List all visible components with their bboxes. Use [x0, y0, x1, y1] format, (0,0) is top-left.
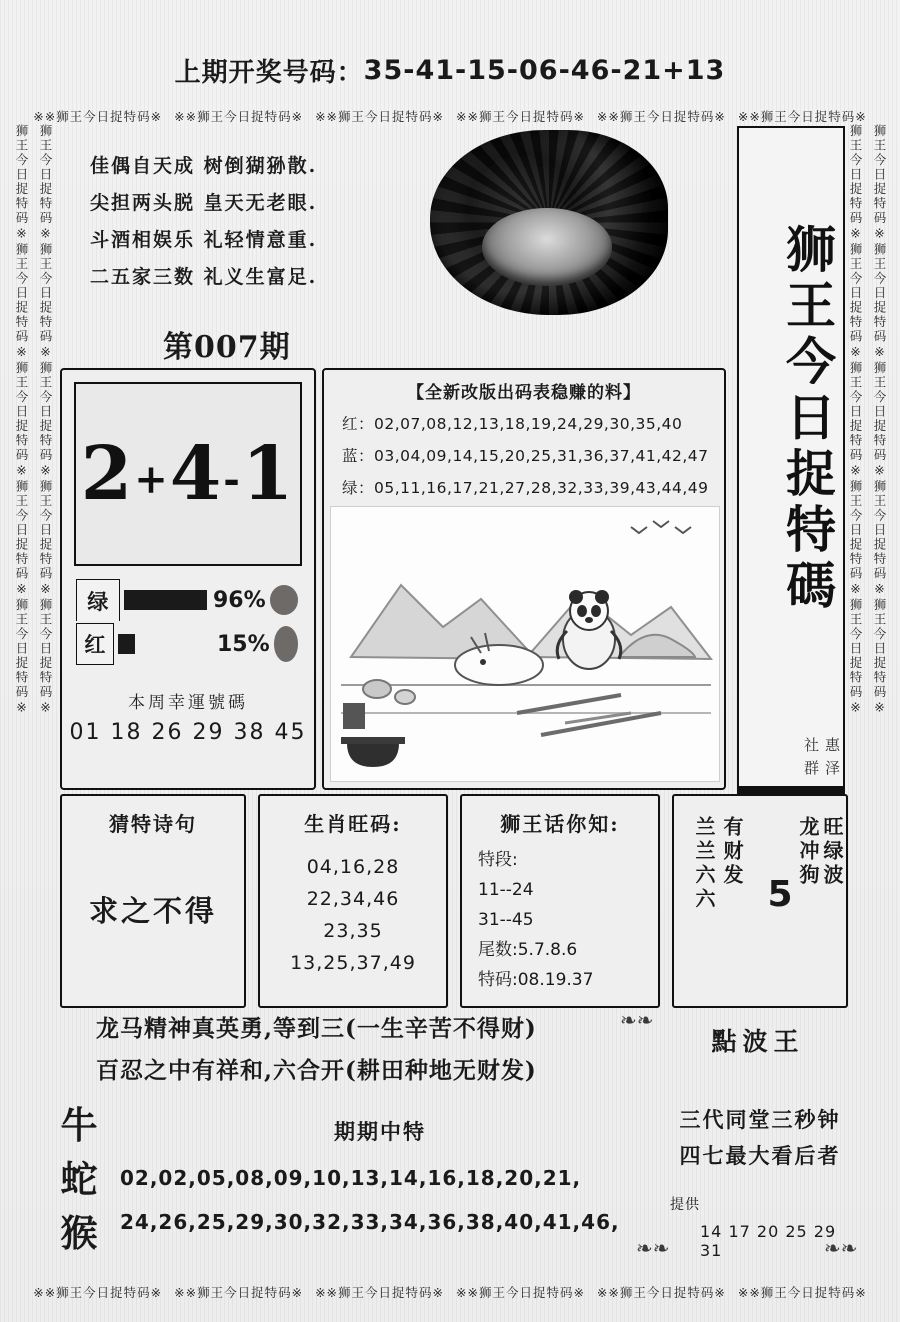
- ornament-icon: ❧❧: [824, 1236, 858, 1260]
- formula-expression: [81, 431, 296, 517]
- lucky-animals: 牛蛇猴: [60, 1103, 98, 1255]
- color-line-green: 绿：05,11,16,17,21,27,28,32,33,39,43,44,49: [342, 479, 709, 497]
- percentage-bars: [76, 578, 298, 670]
- marquee-item: ※※狮王今日捉特码※: [596, 109, 726, 124]
- bottom-right-line-1: 三代同堂三秒钟: [679, 1107, 841, 1132]
- previous-draw-label: 上期开奖号码：: [174, 57, 364, 88]
- formula-box: [74, 382, 302, 566]
- marquee-strip-bottom: [0, 1281, 900, 1303]
- bottom-right-provider-label: 提供: [670, 1197, 700, 1213]
- marquee-strip-top: [0, 105, 900, 127]
- page-title: 狮王今日捉特碼: [778, 223, 837, 615]
- lucky-numbers-value: 01 18 26 29 38 45: [69, 720, 307, 745]
- riddle-box: [60, 794, 246, 1008]
- side-hint-col-4: 旺绿波: [820, 816, 844, 888]
- lion-says-box: [460, 794, 660, 1008]
- marquee-item: ※※狮王今日捉特码※: [174, 1285, 304, 1300]
- marquee-column-left-inner: 狮王今日捉特码※狮王今日捉特码※狮王今日捉特码※狮王今日捉特码※狮王今日捉特码※: [38, 124, 53, 717]
- zodiac-row: 13,25,37,49: [290, 952, 416, 974]
- side-hint-col-2: 有财发: [720, 816, 744, 888]
- marquee-item: ※※狮王今日捉特码※: [456, 1285, 585, 1300]
- color-line-blue: 蓝：03,04,09,14,15,20,25,31,36,37,41,42,47: [342, 447, 709, 465]
- poem-line-3: 斗酒相娱乐 礼轻情意重.: [90, 229, 318, 251]
- lucky-numbers-title: 本周幸運號碼: [128, 693, 248, 713]
- formula-c: 1: [241, 431, 296, 517]
- bottom-right-line-2: 四七最大看后者: [679, 1143, 841, 1168]
- side-hint-number: 5: [767, 874, 793, 915]
- bar-fill-green: [124, 590, 207, 610]
- lion-says-row: 31--45: [478, 910, 534, 930]
- color-line-red: 红：02,07,08,12,13,18,19,24,29,30,35,40: [342, 415, 683, 433]
- previous-draw-value: 35-41-15-06-46-21+13: [363, 54, 726, 86]
- bar-pct-green: 96%: [213, 587, 266, 613]
- poem-line-1: 佳偶自天成 树倒猢狲散.: [90, 155, 318, 177]
- poem-line-2: 尖担两头脱 皇天无老眼.: [90, 192, 318, 214]
- previous-draw-numbers: [0, 46, 900, 94]
- zodiac-row: 04,16,28: [306, 856, 400, 878]
- bottom-right-title: 點波王: [711, 1027, 805, 1056]
- bottom-right-numbers: 14 17 20 25 29 31: [700, 1222, 837, 1260]
- marquee-item: ※※狮王今日捉特码※: [315, 109, 444, 124]
- bar-blob-green: [270, 585, 298, 615]
- bar-row-green: [76, 578, 298, 622]
- poem-line-4: 二五家三数 礼义生富足.: [90, 266, 318, 288]
- panda-illustration-svg: [331, 507, 719, 781]
- marquee-item: ※※狮王今日捉特码※: [596, 1285, 726, 1300]
- formula-panel: [60, 368, 316, 790]
- marquee-item: ※※狮王今日捉特码※: [315, 1285, 444, 1300]
- formula-b: 4: [169, 431, 224, 517]
- marquee-column-right-inner: 狮王今日捉特码※狮王今日捉特码※狮王今日捉特码※狮王今日捉特码※狮王今日捉特码※: [848, 124, 863, 717]
- lion-says-row: 特码:08.19.37: [478, 970, 594, 990]
- marquee-item: ※※狮王今日捉特码※: [737, 109, 867, 124]
- zodiac-row: 22,34,46: [306, 888, 400, 910]
- issue-number: 第007期: [163, 330, 291, 365]
- color-table-panel: [322, 368, 726, 790]
- riddle-answer: 求之不得: [88, 894, 217, 928]
- bar-pct-red: 15%: [216, 631, 270, 657]
- formula-op2: -: [223, 456, 242, 503]
- formula-a: 2: [80, 431, 135, 517]
- side-hint-col-1: 兰兰六六: [692, 816, 716, 912]
- lion-says-row: 特段:: [478, 850, 518, 870]
- center-label: 期期中特: [334, 1119, 426, 1144]
- marquee-item: ※※狮王今日捉特码※: [33, 109, 163, 124]
- color-table-heading: 【全新改版出码表稳赚的料】: [407, 383, 641, 403]
- lion-says-row: 11--24: [478, 880, 534, 900]
- marquee-column-left-outer: 狮王今日捉特码※狮王今日捉特码※狮王今日捉特码※狮王今日捉特码※狮王今日捉特码※: [14, 124, 29, 717]
- ornament-icon: ❧❧: [620, 1008, 654, 1032]
- lion-says-row: 尾数:5.7.8.6: [478, 940, 578, 960]
- lion-says-list: [462, 845, 658, 995]
- marquee-item: ※※狮王今日捉特码※: [174, 109, 304, 124]
- side-hint-box: [672, 794, 848, 1008]
- riddle-title: 猜特诗句: [109, 812, 197, 836]
- page-subtitle: 惠泽社群: [802, 737, 841, 783]
- lion-photo: [430, 130, 668, 315]
- bar-row-red: [76, 622, 298, 666]
- bottom-numbers-row-2: 24,26,25,29,30,32,33,34,36,38,40,41,46,: [120, 1210, 620, 1234]
- lion-says-title: 狮王话你知:: [500, 812, 620, 836]
- zodiac-row: 23,35: [323, 920, 383, 942]
- bar-label-red: 红: [76, 623, 114, 665]
- marquee-item: ※※狮王今日捉特码※: [456, 109, 585, 124]
- verse-line-2: 百忍之中有祥和,六合开(耕田种地无财发): [96, 1057, 537, 1084]
- bar-blob-red: [274, 626, 298, 662]
- marquee-item: ※※狮王今日捉特码※: [737, 1285, 867, 1300]
- bar-fill-red: [118, 634, 135, 654]
- poem-block: [90, 148, 420, 296]
- title-banner: [737, 126, 845, 790]
- side-hint-col-3: 龙冲狗: [796, 816, 820, 888]
- panda-illustration: [330, 506, 720, 782]
- ornament-icon: ❧❧: [636, 1236, 670, 1260]
- verse-line-1: 龙马精神真英勇,等到三(一生辛苦不得财): [96, 1015, 537, 1042]
- zodiac-box: [258, 794, 448, 1008]
- formula-op1: +: [134, 456, 170, 503]
- zodiac-title: 生肖旺码:: [304, 812, 402, 836]
- marquee-column-right-outer: 狮王今日捉特码※狮王今日捉特码※狮王今日捉特码※狮王今日捉特码※狮王今日捉特码※: [872, 124, 887, 717]
- bottom-numbers-row-1: 02,02,05,08,09,10,13,14,16,18,20,21,: [120, 1166, 582, 1190]
- marquee-item: ※※狮王今日捉特码※: [33, 1285, 163, 1300]
- bar-label-green: 绿: [76, 579, 120, 621]
- zodiac-list: [260, 851, 446, 979]
